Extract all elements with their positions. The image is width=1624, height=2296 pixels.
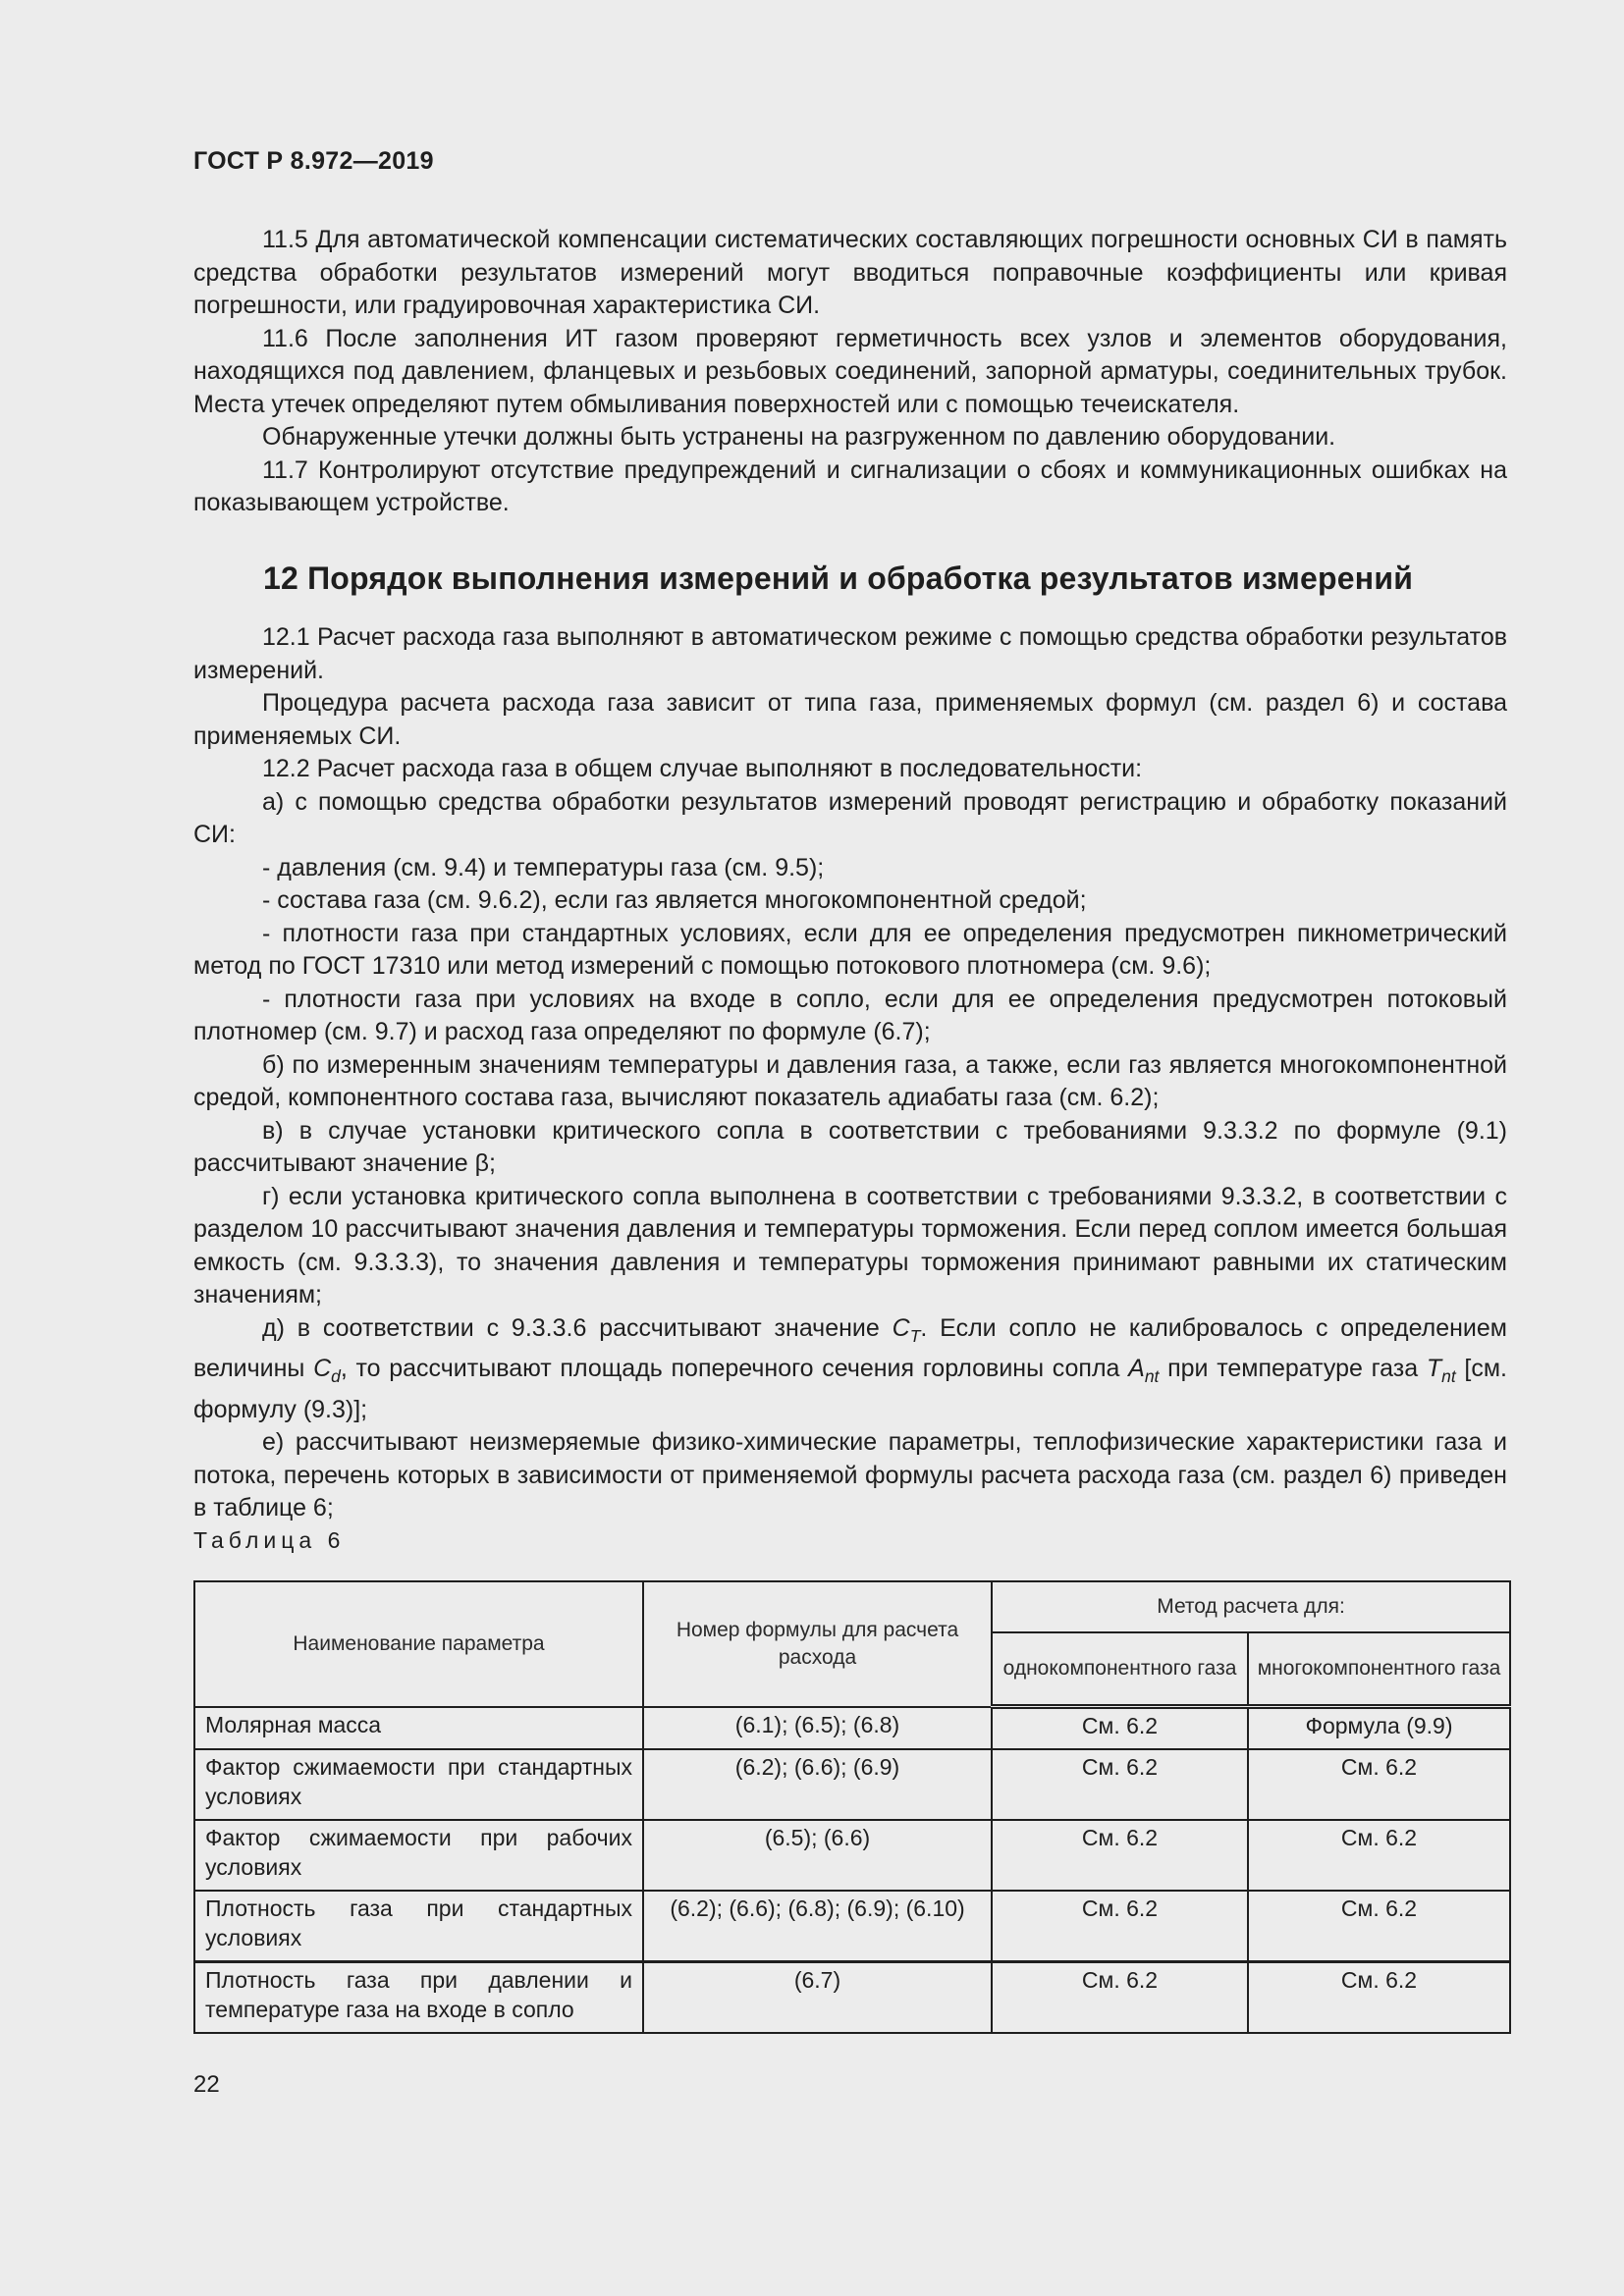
symbol-tnt: $T_{nt}$ bbox=[1426, 1355, 1456, 1386]
list-subitem-pressure: - давления (см. 9.4) и температуры газа (см. 9.5); bbox=[262, 853, 825, 881]
cell-formula: (6.2); (6.6); (6.9) bbox=[643, 1749, 992, 1820]
list-subitem-composition: - состава газа (см. 9.6.2), если газ является многокомпонентной средой; bbox=[262, 886, 1087, 914]
symbol-cd: $C_d$ bbox=[313, 1355, 341, 1386]
table-row bbox=[194, 1707, 1510, 1750]
text-fragment: . Если сопло не калибровалось с определением величины bbox=[193, 1313, 1507, 1382]
header-method: Метод расчета для: bbox=[992, 1581, 1510, 1632]
text-fragment: , то рассчитывают площадь поперечного сечения горловины сопла bbox=[340, 1355, 1129, 1382]
paragraph-11-6: 11.6 После заполнения ИТ газом проверяют герметичность всех узлов и элементов оборудования, находящихся под давлением, фланцевых и резьбовых соединений, запорной арматуры, соединительных трубок. Места утечек определяют путем обмыливания поверхностей или с помощью течеискателя. bbox=[193, 324, 1507, 418]
document-header: ГОСТ Р 8.972—2019 bbox=[193, 147, 434, 175]
list-item-b: б) по измеренным значениям температуры и давления газа, а также, если газ является многокомпонентной средой, компонентного состава газа, вычисляют показатель адиабаты газа (см. 6.2); bbox=[193, 1050, 1507, 1111]
section-12-title: 12 Порядок выполнения измерений и обработка результатов измерений bbox=[263, 561, 1414, 596]
cell-single: См. 6.2 bbox=[992, 1891, 1248, 1962]
table-caption: Таблица 6 bbox=[193, 1527, 346, 1553]
list-item-a: а) с помощью средства обработки результатов измерений проводят регистрацию и обработку показаний СИ: bbox=[193, 787, 1507, 848]
text-fragment: д) в соответствии с 9.3.3.6 рассчитывают значение bbox=[262, 1313, 893, 1342]
cell-multi: Формула (9.9) bbox=[1248, 1707, 1510, 1750]
list-item-e: е) рассчитывают неизмеряемые физико-химические параметры, теплофизические характеристики газа и потока, перечень которых в зависимости от применяемой формулы расчета расхода газа (см. раздел 6) приведен в таблице 6; bbox=[193, 1428, 1507, 1522]
header-multi-component: многокомпонентного газа bbox=[1248, 1632, 1510, 1707]
cell-single: См. 6.2 bbox=[992, 1962, 1248, 2034]
list-item-v: в) в случае установки критического сопла в соответствии с требованиями 9.3.3.2 по формуле (9.1) рассчитывают значение β; bbox=[193, 1116, 1507, 1177]
cell-formula: (6.5); (6.6) bbox=[643, 1820, 992, 1891]
paragraph-12-1: 12.1 Расчет расхода газа выполняют в автоматическом режиме с помощью средства обработки результатов измерений. bbox=[193, 623, 1507, 684]
cell-single: См. 6.2 bbox=[992, 1749, 1248, 1820]
paragraph-leaks: Обнаруженные утечки должны быть устранены на разгруженном по давлению оборудовании. bbox=[262, 423, 1336, 451]
cell-parameter: Молярная масса bbox=[194, 1707, 643, 1750]
text-fragment: [см. формулу (9.3)]; bbox=[193, 1355, 1507, 1423]
list-item-d bbox=[193, 1312, 1507, 1427]
cell-multi: См. 6.2 bbox=[1248, 1962, 1510, 2034]
table-row bbox=[194, 1820, 1510, 1891]
cell-parameter: Плотность газа при давлении и температуре газа на входе в сопло bbox=[194, 1962, 643, 2034]
parameters-table bbox=[193, 1580, 1511, 2034]
table-row bbox=[194, 1891, 1510, 1962]
cell-parameter: Фактор сжимаемости при рабочих условиях bbox=[194, 1820, 643, 1891]
paragraph-11-5: 11.5 Для автоматической компенсации систематических составляющих погрешности основных СИ в память средства обработки результатов измерений могут вводиться поправочные коэффициенты или кривая погрешности, или градуировочная характеристика СИ. bbox=[193, 226, 1507, 319]
cell-parameter: Плотность газа при стандартных условиях bbox=[194, 1891, 643, 1962]
paragraph-12-2: 12.2 Расчет расхода газа в общем случае выполняют в последовательности: bbox=[262, 755, 1143, 782]
section-12-text bbox=[193, 621, 1507, 1525]
table-row bbox=[194, 1749, 1510, 1820]
header-formula-number: Номер формулы для расчета расхода bbox=[643, 1581, 992, 1707]
section-11-text bbox=[193, 224, 1507, 520]
cell-formula: (6.1); (6.5); (6.8) bbox=[643, 1707, 992, 1750]
cell-parameter: Фактор сжимаемости при стандартных условиях bbox=[194, 1749, 643, 1820]
list-subitem-density-inlet: - плотности газа при условиях на входе в сопло, если для ее определения предусмотрен потоковый плотномер (см. 9.7) и расход газа определяют по формуле (6.7); bbox=[193, 985, 1507, 1045]
list-item-g: г) если установка критического сопла выполнена в соответствии с требованиями 9.3.3.2, в соответствии с разделом 10 рассчитывают значения давления и температуры торможения. Если перед соплом имеется большая емкость (см. 9.3.3.3), то значения давления и температуры торможения принимают равными их статическим значениям; bbox=[193, 1182, 1507, 1308]
cell-single: См. 6.2 bbox=[992, 1707, 1248, 1750]
header-parameter-name: Наименование параметра bbox=[194, 1581, 643, 1707]
symbol-ct: $C_T$ bbox=[892, 1313, 921, 1346]
page-number: 22 bbox=[193, 2071, 220, 2098]
cell-multi: См. 6.2 bbox=[1248, 1749, 1510, 1820]
cell-formula: (6.2); (6.6); (6.8); (6.9); (6.10) bbox=[643, 1891, 992, 1962]
cell-formula: (6.7) bbox=[643, 1962, 992, 2034]
paragraph-procedure: Процедура расчета расхода газа зависит от типа газа, применяемых формул (см. раздел 6) и состава применяемых СИ. bbox=[193, 689, 1507, 750]
cell-single: См. 6.2 bbox=[992, 1820, 1248, 1891]
table-row bbox=[194, 1962, 1510, 2034]
cell-multi: См. 6.2 bbox=[1248, 1820, 1510, 1891]
cell-multi: См. 6.2 bbox=[1248, 1891, 1510, 1962]
symbol-ant: $A_{nt}$ bbox=[1128, 1355, 1160, 1386]
text-fragment: при температуре газа bbox=[1159, 1355, 1427, 1382]
header-single-component: однокомпонентного газа bbox=[992, 1632, 1248, 1707]
list-subitem-density-standard: - плотности газа при стандартных условиях, если для ее определения предусмотрен пикнометрический метод по ГОСТ 17310 или метод измерений с помощью потокового плотномера (см. 9.6); bbox=[193, 919, 1507, 980]
paragraph-11-7: 11.7 Контролируют отсутствие предупреждений и сигнализации о сбоях и коммуникационных ошибках на показывающем устройстве. bbox=[193, 455, 1507, 516]
